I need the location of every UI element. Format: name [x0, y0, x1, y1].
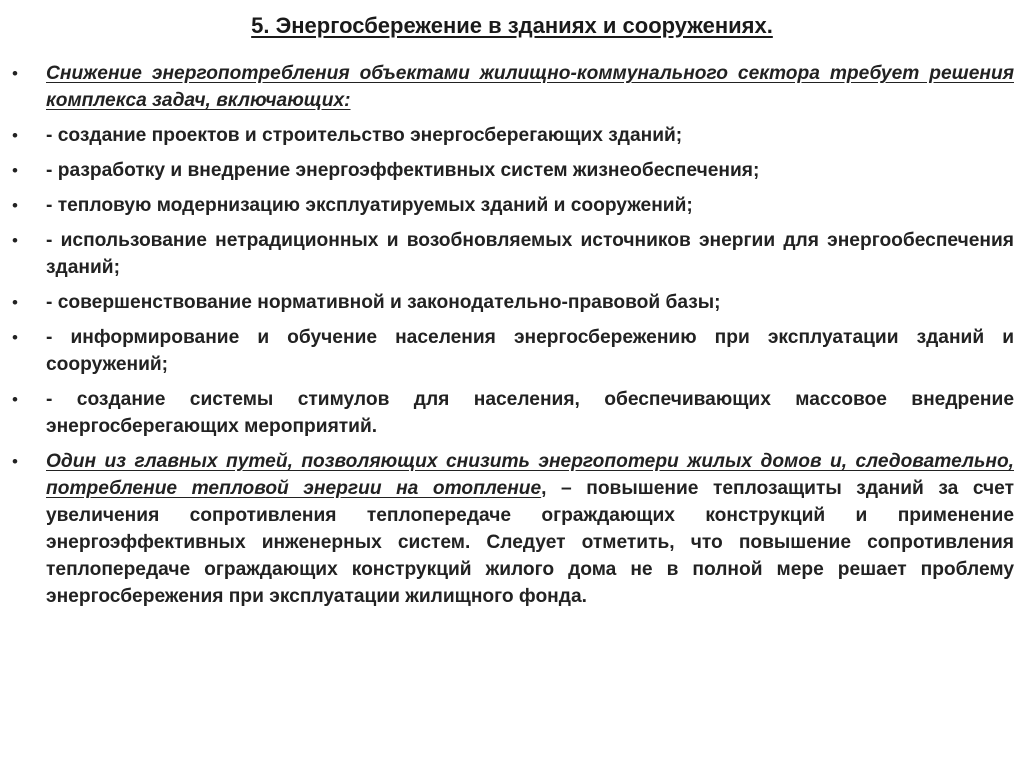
list-item	[0, 324, 1024, 378]
bullet-dot-icon: •	[12, 452, 18, 471]
intro-emphasis: Снижение энергопотребления объектами жилищно-коммунального сектора требует решения комплекса задач, включающих:	[46, 63, 1014, 111]
slide-title	[0, 12, 1024, 40]
bullet-dot-icon: •	[12, 231, 18, 250]
bullet-dot-icon: •	[12, 126, 18, 145]
list-item-intro	[0, 60, 1024, 114]
list-item-text: - совершенствование нормативной и законодательно-правовой базы;	[46, 292, 721, 313]
slide-title-text: 5. Энергосбережение в зданиях и сооружениях.	[251, 13, 773, 38]
list-item-text: - тепловую модернизацию эксплуатируемых зданий и сооружений;	[46, 195, 693, 216]
bullet-dot-icon: •	[12, 64, 18, 83]
bullet-dot-icon: •	[12, 293, 18, 312]
list-item	[0, 386, 1024, 440]
list-item	[0, 227, 1024, 281]
bullet-dot-icon: •	[12, 328, 18, 347]
list-item-text: - разработку и внедрение энергоэффективных систем жизнеобеспечения;	[46, 160, 760, 181]
list-item	[0, 157, 1024, 184]
list-item-text: - информирование и обучение населения энергосбережению при эксплуатации зданий и сооружений;	[46, 327, 1014, 375]
list-item-text: - создание системы стимулов для населения, обеспечивающих массовое внедрение энергосберегающих мероприятий.	[46, 389, 1014, 437]
conclusion-text: , – повышение теплозащиты зданий за счет увеличения сопротивления теплопередаче ограждающих конструкций и применение энергоэффективных инженерных систем. Следует отметить, что повышение сопротивления теплопередаче ограждающих конструкций жилого дома не в полной мере решает проблему энергосбережения при эксплуатации жилищного фонда.	[46, 478, 1014, 607]
conclusion-emphasis: Один из главных путей, позволяющих снизить энергопотери жилых домов и, следовательно, потребление тепловой энергии на отопление	[46, 451, 1014, 499]
list-item	[0, 122, 1024, 149]
list-item-text: - использование нетрадиционных и возобновляемых источников энергии для энергообеспечения зданий;	[46, 230, 1014, 278]
list-item	[0, 192, 1024, 219]
list-item	[0, 289, 1024, 316]
bullet-dot-icon: •	[12, 390, 18, 409]
bullet-list	[0, 60, 1024, 618]
bullet-dot-icon: •	[12, 161, 18, 180]
list-item-conclusion	[0, 448, 1024, 610]
bullet-dot-icon: •	[12, 196, 18, 215]
list-item-text: - создание проектов и строительство энергосберегающих зданий;	[46, 125, 683, 146]
